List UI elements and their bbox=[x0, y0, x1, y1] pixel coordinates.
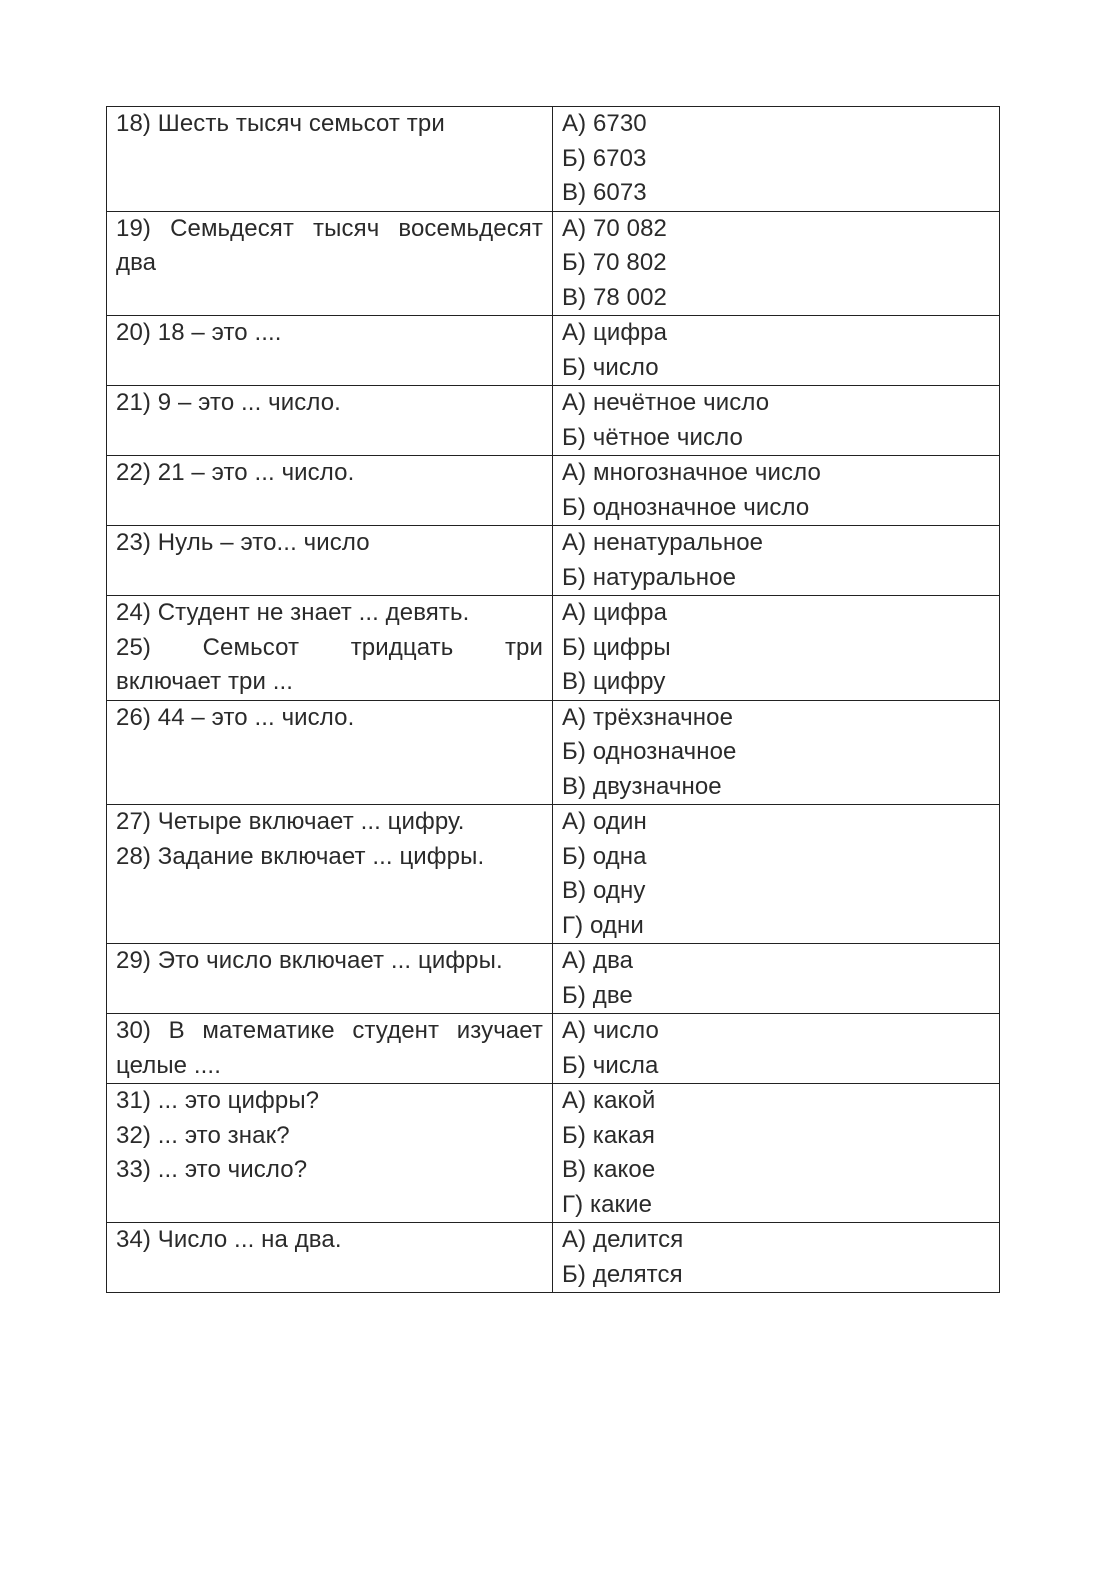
answer-option: Б) натуральное bbox=[562, 563, 737, 591]
question-text: 27) Четыре включает ... цифру. bbox=[116, 808, 465, 835]
answer-option: Б) две bbox=[562, 981, 633, 1009]
answer-option: В) двузначное bbox=[562, 772, 722, 800]
question-text: 29) Это число включает ... цифры. bbox=[116, 947, 503, 974]
answer-option: А) какой bbox=[562, 1087, 656, 1114]
question-cell bbox=[107, 805, 553, 944]
answers-cell bbox=[553, 805, 1000, 944]
question-text: включает три ... bbox=[116, 668, 294, 695]
answer-option: Б) числа bbox=[562, 1051, 659, 1079]
answer-option: А) 70 082 bbox=[562, 214, 667, 242]
question-cell bbox=[107, 316, 553, 386]
answer-option: Б) однозначное bbox=[562, 738, 737, 765]
answer-option: Г) одни bbox=[562, 911, 644, 939]
answers-cell bbox=[553, 1223, 1000, 1293]
answer-option: А) один bbox=[562, 808, 647, 835]
question-cell bbox=[107, 1084, 553, 1223]
answer-option: Г) какие bbox=[562, 1190, 653, 1218]
answers-cell bbox=[553, 316, 1000, 386]
answer-option: А) многозначное число bbox=[562, 459, 821, 486]
answer-option: В) 78 002 bbox=[562, 283, 667, 311]
question-text: 21) 9 – это ... число. bbox=[116, 389, 341, 416]
answer-option: Б) делятся bbox=[562, 1260, 683, 1288]
table-row bbox=[107, 1014, 1000, 1084]
answer-option: Б) цифры bbox=[562, 633, 671, 661]
answer-option: А) цифра bbox=[562, 599, 668, 626]
question-text: 24) Студент не знает ... девять. bbox=[116, 599, 470, 626]
question-text: 20) 18 – это .... bbox=[116, 319, 282, 346]
question-cell bbox=[107, 1014, 553, 1084]
question-text: 18) Шесть тысяч семьсот три bbox=[116, 110, 445, 137]
answers-cell bbox=[553, 386, 1000, 456]
question-cell bbox=[107, 107, 553, 212]
table-row bbox=[107, 700, 1000, 805]
answer-option: А) ненатуральное bbox=[562, 529, 764, 556]
table-row bbox=[107, 944, 1000, 1014]
answer-option: Б) чётное число bbox=[562, 423, 743, 451]
answers-cell bbox=[553, 107, 1000, 212]
answers-cell bbox=[553, 1014, 1000, 1084]
answer-option: Б) какая bbox=[562, 1121, 655, 1149]
table-row bbox=[107, 1084, 1000, 1223]
answer-option: А) трёхзначное bbox=[562, 703, 734, 731]
question-text: 19) Семьдесят тысяч восемьдесят два bbox=[116, 214, 543, 276]
table-row bbox=[107, 107, 1000, 212]
answer-option: А) нечётное число bbox=[562, 389, 770, 416]
question-text: 34) Число ... на два. bbox=[116, 1226, 342, 1253]
answer-option: Б) 6703 bbox=[562, 144, 647, 172]
question-cell bbox=[107, 386, 553, 456]
question-text: 22) 21 – это ... число. bbox=[116, 459, 355, 486]
answers-cell bbox=[553, 596, 1000, 701]
question-text: 32) ... это знак? bbox=[116, 1121, 290, 1149]
answer-option: А) делится bbox=[562, 1226, 684, 1253]
answers-cell bbox=[553, 1084, 1000, 1223]
answer-option: А) два bbox=[562, 947, 634, 974]
question-text: 33) ... это число? bbox=[116, 1156, 308, 1183]
question-cell bbox=[107, 211, 553, 316]
question-text: 31) ... это цифры? bbox=[116, 1087, 320, 1114]
table-row bbox=[107, 316, 1000, 386]
question-cell bbox=[107, 526, 553, 596]
answers-cell bbox=[553, 526, 1000, 596]
answer-option: В) цифру bbox=[562, 668, 666, 695]
answer-option: А) цифра bbox=[562, 319, 668, 346]
answer-option: Б) число bbox=[562, 353, 659, 381]
answer-option: А) 6730 bbox=[562, 110, 647, 137]
answers-cell bbox=[553, 456, 1000, 526]
question-text: 26) 44 – это ... число. bbox=[116, 703, 355, 731]
table-row bbox=[107, 1223, 1000, 1293]
answer-option: В) какое bbox=[562, 1156, 656, 1183]
answer-option: Б) однозначное число bbox=[562, 493, 810, 521]
question-text: 30) В математике студент изучает целые .... bbox=[116, 1017, 543, 1079]
table-row bbox=[107, 526, 1000, 596]
question-cell bbox=[107, 944, 553, 1014]
question-cell bbox=[107, 456, 553, 526]
question-text: 23) Нуль – это... число bbox=[116, 529, 370, 556]
table-row bbox=[107, 211, 1000, 316]
table-row bbox=[107, 456, 1000, 526]
table-row bbox=[107, 386, 1000, 456]
answers-cell bbox=[553, 944, 1000, 1014]
answer-option: В) 6073 bbox=[562, 179, 647, 206]
question-cell bbox=[107, 700, 553, 805]
question-cell bbox=[107, 1223, 553, 1293]
table-row bbox=[107, 596, 1000, 701]
answer-option: Б) 70 802 bbox=[562, 249, 667, 276]
answer-option: В) одну bbox=[562, 877, 646, 904]
answers-cell bbox=[553, 700, 1000, 805]
quiz-table bbox=[106, 106, 1000, 1293]
question-text: 28) Задание включает ... цифры. bbox=[116, 842, 485, 870]
question-text: 25) Семьсот тридцать три bbox=[116, 633, 543, 661]
question-cell bbox=[107, 596, 553, 701]
answers-cell bbox=[553, 211, 1000, 316]
table-row bbox=[107, 805, 1000, 944]
answer-option: А) число bbox=[562, 1017, 659, 1044]
answer-option: Б) одна bbox=[562, 842, 647, 870]
